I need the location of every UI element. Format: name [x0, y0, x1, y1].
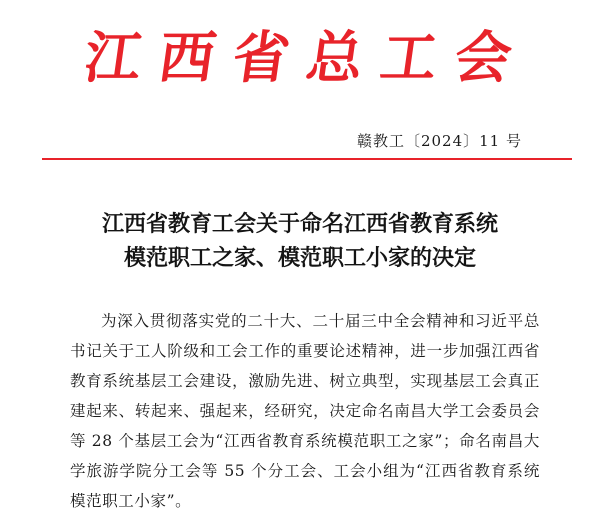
header-divider — [42, 158, 572, 160]
title-line-2: 模范职工之家、模范职工小家的决定 — [123, 246, 476, 271]
body-paragraph: 为深入贯彻落实党的二十大、二十届三中全会精神和习近平总书记关于工人阶级和工会工作的重要论述精神，进一步加强江西省教育系统基层工会建设，激励先进、树立典型，实现基层工会真正建起来、转起来、强起来，经研究，决定命名南昌大学工会委员会等 28 个基层工会为“江西省教育系统模范职工之家”；命名南昌大学旅游学院分工会等 55 个分工会、工会小组为“江西省教育系统模范职工小家”。 — [70, 312, 540, 510]
document-number: 赣教工〔2024〕11 号 — [356, 132, 522, 150]
document-title — [0, 208, 600, 276]
title-line-1: 江西省教育工会关于命名江西省教育系统 — [101, 212, 498, 237]
letterhead-org-name: 江西省总工会 — [80, 25, 534, 91]
